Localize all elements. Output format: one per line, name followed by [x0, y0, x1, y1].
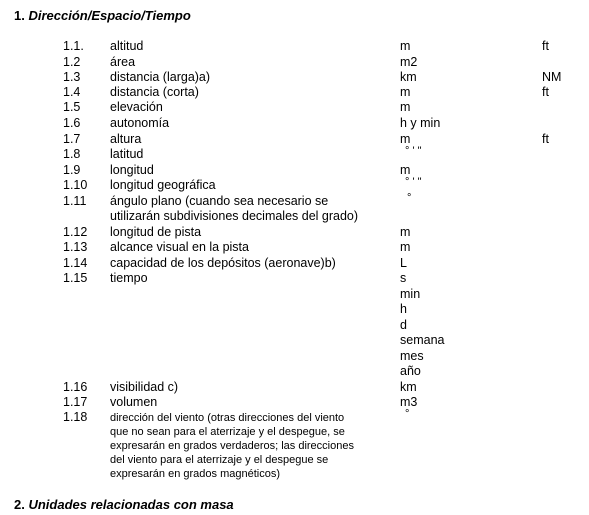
row-unit: h y min: [400, 116, 441, 130]
row-number: 1.1.: [63, 39, 84, 53]
section-2-heading: [14, 497, 234, 512]
row-label-continuation: que no sean para el aterrizaje y el despegue, se: [110, 426, 345, 438]
row-unit: ° ' ": [405, 176, 422, 188]
row-unit: h: [400, 302, 407, 316]
row-unit: km: [400, 380, 417, 394]
row-alt-unit: NM: [542, 70, 562, 84]
row-alt-unit: ft: [542, 132, 549, 146]
row-number: 1.13: [63, 240, 88, 254]
row-label-continuation: del viento para el aterrizaje y el despegue se: [110, 454, 329, 466]
row-number: 1.14: [63, 256, 88, 270]
row-unit: s: [400, 271, 407, 285]
section-2-title: Unidades relacionadas con masa: [28, 497, 234, 512]
row-alt-unit: ft: [542, 39, 549, 53]
row-label: altitud: [110, 39, 144, 53]
row-unit: m: [400, 240, 411, 254]
row-unit: min: [400, 287, 421, 301]
row-label-continuation: expresarán en grados magnéticos): [110, 468, 280, 480]
row-number: 1.4: [63, 85, 81, 99]
row-number: 1.10: [63, 178, 88, 192]
row-unit: m: [400, 225, 411, 239]
row-unit: m: [400, 100, 411, 114]
row-label: longitud: [110, 163, 154, 177]
row-label: altura: [110, 132, 142, 146]
row-number: 1.12: [63, 225, 88, 239]
row-label: capacidad de los depósitos (aeronave)b): [110, 256, 336, 270]
section-2-number: 2.: [14, 497, 25, 512]
row-label: distancia (larga)a): [110, 70, 211, 84]
row-unit: mes: [400, 349, 424, 363]
row-label: ángulo plano (cuando sea necesario se: [110, 194, 329, 208]
row-label: volumen: [110, 395, 158, 409]
row-number: 1.15: [63, 271, 88, 285]
row-number: 1.6: [63, 116, 81, 130]
row-unit: d: [400, 318, 407, 332]
row-unit: m2: [400, 55, 418, 69]
row-unit: °: [405, 408, 410, 420]
row-label: longitud geográfica: [110, 178, 216, 192]
section-1-heading: [14, 8, 191, 23]
row-unit: semana: [400, 333, 445, 347]
row-number: 1.3: [63, 70, 81, 84]
row-unit: L: [400, 256, 407, 270]
row-label: distancia (corta): [110, 85, 199, 99]
row-unit: °: [407, 192, 412, 204]
row-unit: ° ' ": [405, 145, 422, 157]
row-number: 1.18: [63, 410, 88, 424]
row-unit: m: [400, 39, 411, 53]
row-label: dirección del viento (otras direcciones del viento: [110, 412, 345, 424]
row-label: tiempo: [110, 271, 148, 285]
row-unit: m: [400, 132, 411, 146]
row-label: latitud: [110, 147, 144, 161]
row-unit: m3: [400, 395, 418, 409]
row-label-continuation: expresarán en grados verdaderos; las direcciones: [110, 440, 354, 452]
section-1-number: 1.: [14, 8, 25, 23]
row-unit: m: [400, 163, 411, 177]
row-number: 1.9: [63, 163, 81, 177]
row-number: 1.7: [63, 132, 81, 146]
row-label: visibilidad c): [110, 380, 179, 394]
row-label: longitud de pista: [110, 225, 202, 239]
row-number: 1.16: [63, 380, 88, 394]
row-label: autonomía: [110, 116, 170, 130]
row-label: área: [110, 55, 136, 69]
row-unit: año: [400, 364, 421, 378]
row-number: 1.2: [63, 55, 81, 69]
row-number: 1.5: [63, 100, 81, 114]
row-number: 1.17: [63, 395, 88, 409]
row-alt-unit: ft: [542, 85, 549, 99]
row-unit: m: [400, 85, 411, 99]
row-number: 1.11: [63, 194, 87, 208]
row-label: elevación: [110, 100, 163, 114]
row-unit: km: [400, 70, 417, 84]
row-label: alcance visual en la pista: [110, 240, 249, 254]
row-label-continuation: utilizarán subdivisiones decimales del grado): [110, 209, 359, 223]
row-number: 1.8: [63, 147, 81, 161]
section-1-title: Dirección/Espacio/Tiempo: [28, 8, 191, 23]
